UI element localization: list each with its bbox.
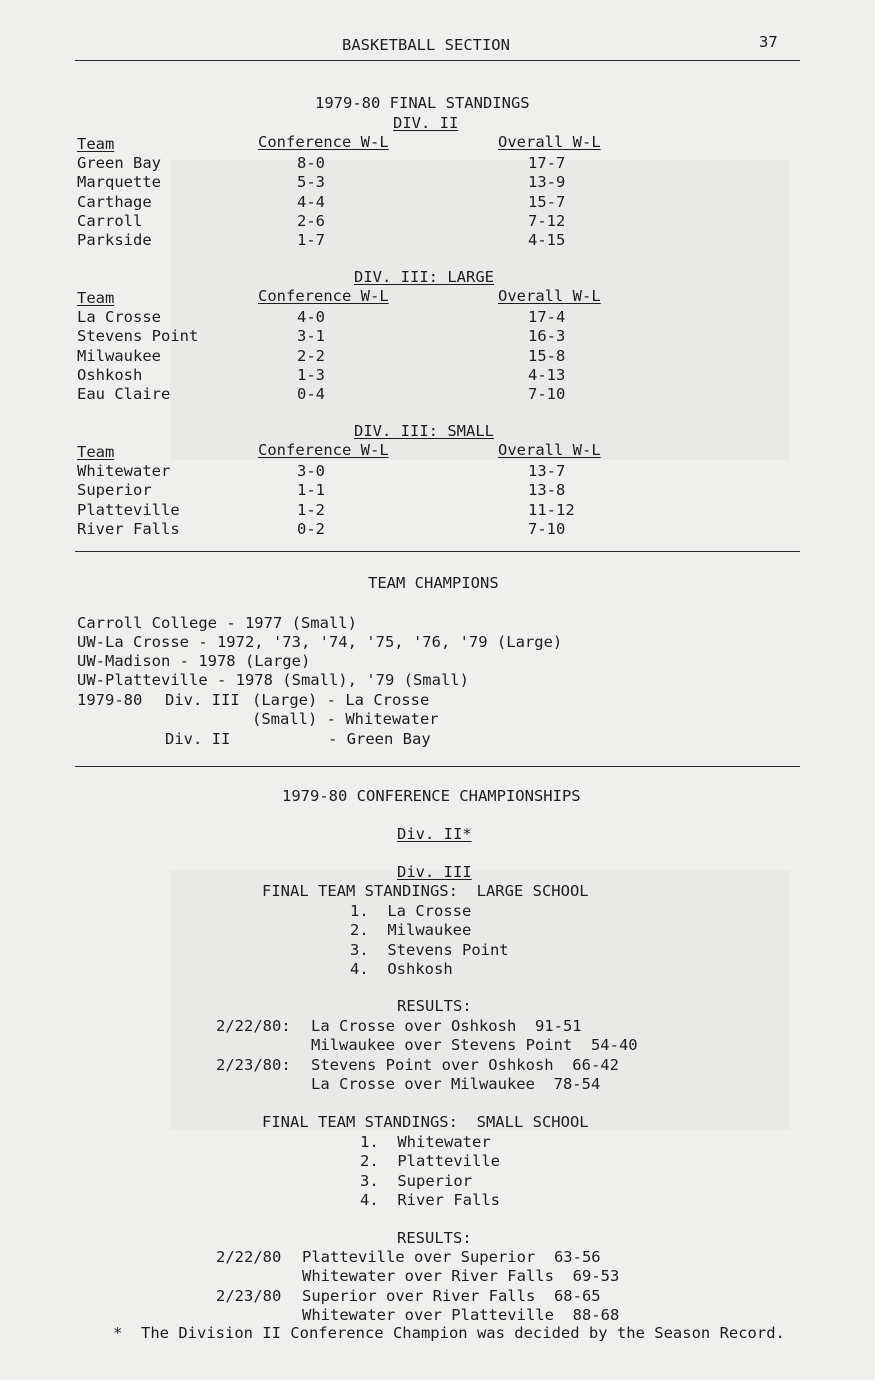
overall-record: 13-7 — [528, 462, 566, 480]
conference-record: 1-3 — [297, 365, 325, 384]
standing-item: 3. Stevens Point — [350, 940, 509, 959]
overall-record: 15-8 — [528, 346, 566, 365]
overall-record: 15-7 — [528, 192, 566, 211]
overall-record: 4-15 — [528, 231, 566, 250]
div3-large-title: DIV. III: LARGE — [354, 268, 494, 286]
results-label: RESULTS: — [397, 1229, 472, 1247]
result-item: Stevens Point over Oshkosh 66-42 — [311, 1055, 619, 1074]
section-header: BASKETBALL SECTION — [342, 36, 510, 54]
conference-record: 4-4 — [297, 192, 325, 211]
result-item: Whitewater over Platteville 88-68 — [302, 1305, 620, 1324]
header-rule — [75, 60, 800, 61]
result-item: Superior over River Falls 68-65 — [302, 1286, 601, 1305]
standings-title: 1979-80 FINAL STANDINGS — [315, 94, 530, 112]
team-name: River Falls — [77, 519, 180, 538]
overall-record: 17-4 — [528, 308, 566, 326]
conference-record: 5-3 — [297, 173, 325, 192]
overall-record: 7-10 — [528, 385, 566, 404]
conference-record: 2-6 — [297, 211, 325, 230]
result-date: 2/22/80: — [216, 1017, 291, 1035]
standing-item: 4. Oshkosh — [350, 959, 453, 978]
page-number: 37 — [759, 33, 778, 51]
large-school-standings-title: FINAL TEAM STANDINGS: LARGE SCHOOL — [262, 882, 589, 900]
result-item: Milwaukee over Stevens Point 54-40 — [311, 1036, 638, 1055]
team-name: Carroll — [77, 211, 143, 230]
overall-record: 4-13 — [528, 365, 566, 384]
div3-small-title: DIV. III: SMALL — [354, 422, 494, 440]
team-name: La Crosse — [77, 308, 161, 326]
team-name: Milwaukee — [77, 346, 161, 365]
conference-record: 2-2 — [297, 346, 325, 365]
col-header-overall: Overall W-L — [498, 287, 601, 305]
conference-record: 8-0 — [297, 154, 325, 172]
team-name: Eau Claire — [77, 385, 171, 404]
div3-heading: Div. III — [397, 863, 472, 881]
standing-item: 3. Superior — [360, 1171, 472, 1190]
team-name: Platteville — [77, 500, 180, 519]
standing-item: 1. Whitewater — [360, 1133, 491, 1151]
conference-record: 1-1 — [297, 481, 325, 500]
standing-item: 2. Milwaukee — [350, 921, 472, 940]
conference-record: 4-0 — [297, 308, 325, 326]
overall-record: 11-12 — [528, 500, 575, 519]
overall-record: 7-10 — [528, 519, 566, 538]
result-item: Platteville over Superior 63-56 — [302, 1248, 601, 1266]
col-header-conference: Conference W-L — [258, 441, 389, 459]
conference-record: 0-4 — [297, 385, 325, 404]
conference-championships-title: 1979-80 CONFERENCE CHAMPIONSHIPS — [282, 787, 581, 805]
bleed-through-shadow — [170, 160, 790, 460]
small-school-standings-title: FINAL TEAM STANDINGS: SMALL SCHOOL — [262, 1113, 589, 1131]
champion-season-label: 1979-80 — [77, 691, 143, 709]
col-header-overall: Overall W-L — [498, 441, 601, 459]
results-label: RESULTS: — [397, 997, 472, 1015]
result-item: La Crosse over Oshkosh 91-51 — [311, 1017, 582, 1035]
div2-heading: Div. II* — [397, 825, 472, 843]
standing-item: 1. La Crosse — [350, 902, 472, 920]
champion-line: UW-La Crosse - 1972, '73, '74, '75, '76, '79 (Large) — [77, 633, 563, 651]
result-item: Whitewater over River Falls 69-53 — [302, 1267, 620, 1286]
result-item: La Crosse over Milwaukee 78-54 — [311, 1074, 601, 1093]
overall-record: 13-8 — [528, 481, 566, 500]
result-date: 2/22/80 — [216, 1248, 282, 1266]
team-name: Stevens Point — [77, 327, 199, 346]
result-date: 2/23/80: — [216, 1055, 291, 1074]
champion-div3-large: (Large) - La Crosse — [252, 691, 430, 709]
champion-line: Carroll College - 1977 (Small) — [77, 614, 357, 632]
conference-record: 3-0 — [297, 462, 325, 480]
conference-record: 0-2 — [297, 519, 325, 538]
standing-item: 2. Platteville — [360, 1152, 500, 1171]
col-header-team: Team — [77, 443, 115, 461]
champion-line: UW-Madison - 1978 (Large) — [77, 652, 311, 670]
team-name: Marquette — [77, 173, 161, 192]
team-name: Parkside — [77, 231, 152, 250]
footnote: * The Division II Conference Champion was decided by the Season Record. — [113, 1324, 785, 1342]
team-name: Oshkosh — [77, 365, 143, 384]
col-header-overall: Overall W-L — [498, 133, 601, 151]
team-name: Whitewater — [77, 462, 171, 480]
conference-record: 1-2 — [297, 500, 325, 519]
champion-div3-label: Div. III — [165, 691, 240, 709]
team-champions-title: TEAM CHAMPIONS — [368, 574, 499, 592]
overall-record: 16-3 — [528, 327, 566, 346]
team-name: Carthage — [77, 192, 152, 211]
champion-line: UW-Platteville - 1978 (Small), '79 (Small) — [77, 671, 469, 689]
col-header-team: Team — [77, 135, 115, 153]
champion-div2-value: - Green Bay — [328, 730, 431, 748]
result-date: 2/23/80 — [216, 1286, 282, 1305]
overall-record: 13-9 — [528, 173, 566, 192]
col-header-conference: Conference W-L — [258, 287, 389, 305]
col-header-conference: Conference W-L — [258, 133, 389, 151]
standing-item: 4. River Falls — [360, 1190, 500, 1209]
col-header-team: Team — [77, 289, 115, 307]
champion-div3-small: (Small) - Whitewater — [252, 710, 439, 728]
champion-div2-label: Div. II — [165, 730, 231, 748]
div2-title: DIV. II — [393, 114, 459, 132]
section-divider — [75, 766, 800, 767]
overall-record: 17-7 — [528, 154, 566, 172]
section-divider — [75, 551, 800, 552]
team-name: Green Bay — [77, 154, 161, 172]
conference-record: 1-7 — [297, 231, 325, 250]
conference-record: 3-1 — [297, 327, 325, 346]
overall-record: 7-12 — [528, 211, 566, 230]
team-name: Superior — [77, 481, 152, 500]
